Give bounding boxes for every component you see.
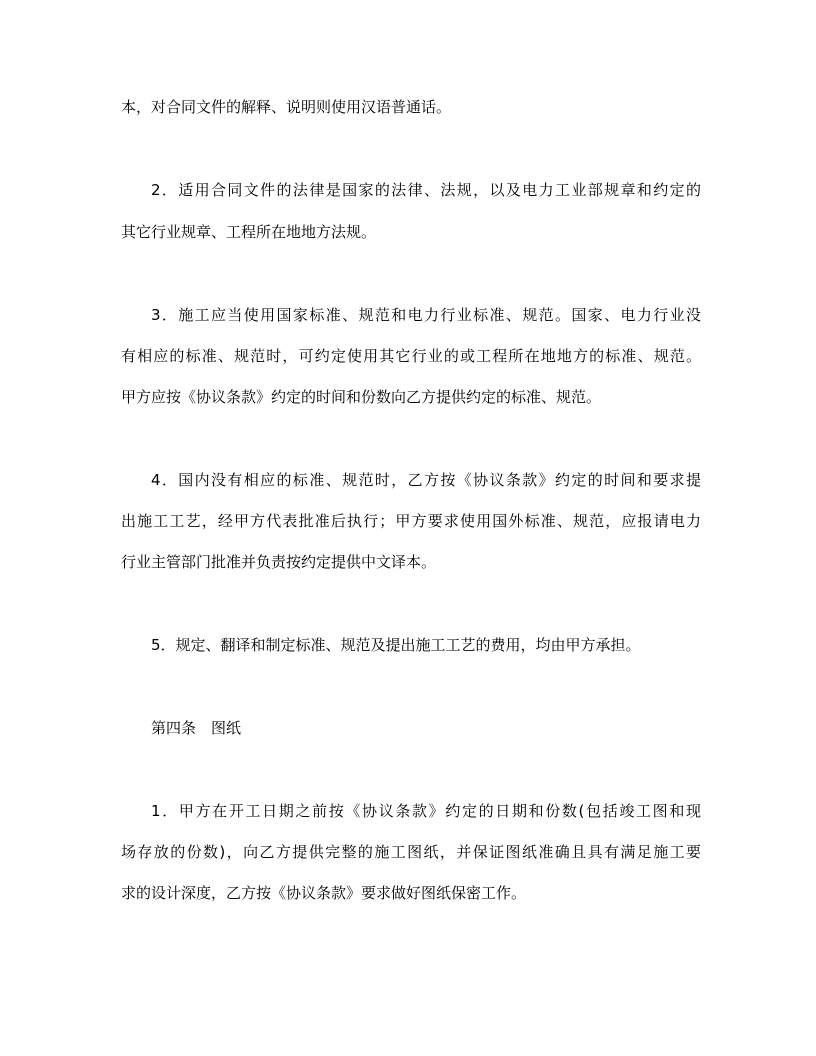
paragraph-line: 5．规定、翻译和制定标准、规范及提出施工工艺的费用，均由甲方承担。 — [151, 636, 641, 654]
paragraph-line: 本，对合同文件的解释、说明则使用汉语普通话。 — [121, 98, 452, 116]
section-heading: 第四条 图纸 — [151, 719, 242, 737]
paragraph-line: 其它行业规章、工程所在地地方法规。 — [121, 223, 377, 241]
paragraph-line: 场存放的份数)，向乙方提供完整的施工图纸，并保证图纸准确且具有满足施工要 — [121, 843, 701, 861]
paragraph-line: 4．国内没有相应的标准、规范时，乙方按《协议条款》约定的时间和要求提 — [151, 471, 701, 489]
paragraph-line: 有相应的标准、规范时，可约定使用其它行业的或工程所在地地方的标准、规范。 — [121, 347, 701, 365]
paragraph-line: 求的设计深度，乙方按《协议条款》要求做好图纸保密工作。 — [121, 884, 527, 902]
paragraph-line: 行业主管部门批准并负责按约定提供中文译本。 — [121, 553, 437, 571]
paragraph-line: 3．施工应当使用国家标准、规范和电力行业标准、规范。国家、电力行业没 — [151, 306, 701, 324]
paragraph-line: 1．甲方在开工日期之前按《协议条款》约定的日期和份数(包括竣工图和现 — [151, 802, 701, 820]
paragraph-line: 甲方应按《协议条款》约定的时间和份数向乙方提供约定的标准、规范。 — [121, 388, 602, 406]
paragraph-line: 出施工工艺，经甲方代表批准后执行；甲方要求使用国外标准、规范，应报请电力 — [121, 512, 701, 530]
paragraph-line: 2．适用合同文件的法律是国家的法律、法规，以及电力工业部规章和约定的 — [151, 181, 701, 199]
